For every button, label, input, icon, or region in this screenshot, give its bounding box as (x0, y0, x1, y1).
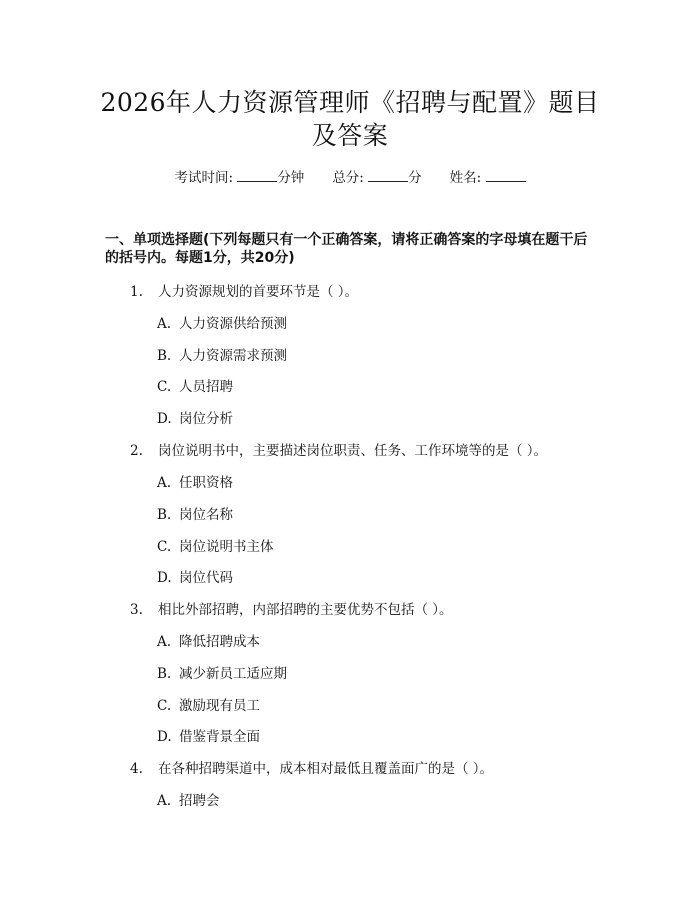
option-text: 降低招聘成本 (179, 634, 260, 650)
option-3a (157, 632, 260, 652)
score-label: 总分: (332, 170, 364, 186)
option-1a (157, 314, 287, 334)
option-2b (157, 505, 233, 525)
option-letter: A. (157, 634, 172, 650)
question-3 (130, 600, 453, 620)
option-letter: B. (157, 666, 172, 682)
name-label: 姓名: (449, 170, 482, 186)
doc-title-line2: 及答案 (311, 121, 389, 150)
question-text: 岗位说明书中，主要描述岗位职责、任务、工作环境等的是（ ）。 (158, 443, 548, 459)
option-text: 岗位名称 (179, 507, 233, 523)
option-1c (157, 377, 233, 397)
option-letter: C. (157, 698, 172, 714)
option-2a (157, 473, 233, 493)
option-text: 人力资源供给预测 (179, 316, 287, 332)
option-letter: D. (157, 570, 172, 586)
doc-title-line1: 2026年人力资源管理师《招聘与配置》题目 (100, 88, 600, 117)
option-text: 减少新员工适应期 (179, 666, 287, 682)
option-text: 岗位分析 (179, 411, 233, 427)
question-text: 人力资源规划的首要环节是（ ）。 (158, 284, 359, 300)
time-unit: 分钟 (277, 170, 305, 186)
option-text: 岗位代码 (179, 570, 233, 586)
option-text: 激励现有员工 (179, 698, 260, 714)
option-2c (157, 537, 274, 557)
score-unit: 分 (408, 170, 422, 186)
option-text: 招聘会 (179, 793, 220, 809)
option-text: 人员招聘 (179, 379, 233, 395)
name-blank (486, 169, 526, 182)
time-label: 考试时间: (174, 170, 234, 186)
option-text: 借鉴背景全面 (179, 729, 260, 745)
option-letter: A. (157, 793, 172, 809)
option-2d (157, 568, 233, 588)
exam-meta (0, 168, 700, 188)
option-letter: B. (157, 507, 172, 523)
question-number: 1. (130, 284, 143, 300)
section-heading-line2: 的括号内。每题1分，共20分) (105, 250, 295, 266)
question-number: 3. (130, 602, 143, 618)
question-number: 4. (130, 761, 143, 777)
exam-score (332, 170, 421, 186)
option-3c (157, 696, 260, 716)
option-letter: D. (157, 411, 172, 427)
option-3b (157, 664, 287, 684)
exam-name (450, 170, 526, 186)
option-letter: C. (157, 539, 172, 555)
score-blank (368, 169, 408, 182)
option-text: 任职资格 (179, 475, 233, 491)
option-letter: D. (157, 729, 172, 745)
time-blank (237, 169, 277, 182)
option-4a (157, 791, 220, 811)
option-letter: A. (157, 475, 172, 491)
option-1d (157, 409, 233, 429)
question-text: 相比外部招聘，内部招聘的主要优势不包括（ ）。 (158, 602, 453, 618)
option-3d (157, 727, 260, 747)
question-text: 在各种招聘渠道中，成本相对最低且覆盖面广的是（ ）。 (158, 761, 494, 777)
question-2 (130, 441, 547, 461)
option-letter: A. (157, 316, 172, 332)
exam-time (174, 170, 304, 186)
section-heading-line1: 一、单项选择题(下列每题只有一个正确答案，请将正确答案的字母填在题干后 (105, 232, 588, 248)
question-1 (130, 282, 358, 302)
option-text: 岗位说明书主体 (179, 539, 274, 555)
question-number: 2. (130, 443, 143, 459)
option-1b (157, 346, 287, 366)
question-4 (130, 759, 493, 779)
option-letter: B. (157, 348, 172, 364)
option-letter: C. (157, 379, 172, 395)
option-text: 人力资源需求预测 (179, 348, 287, 364)
